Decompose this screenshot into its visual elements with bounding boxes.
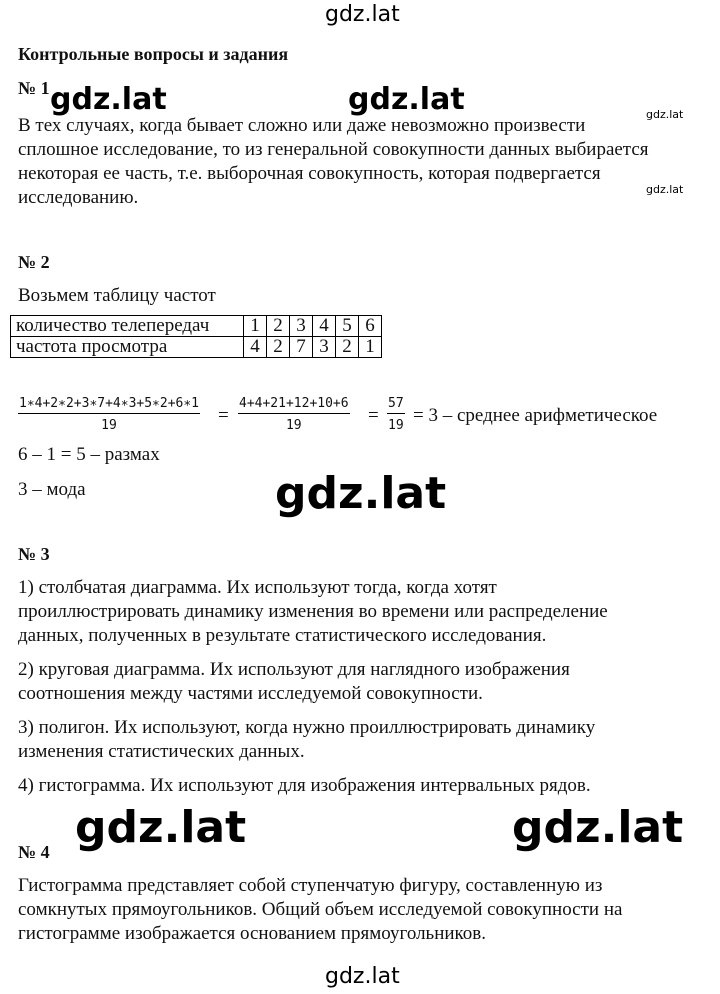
q4-line-1: Гистограмма представляет собой ступенчатую фигуру, составленную из [18,875,603,896]
question-2-label: № 2 [18,252,50,272]
q4-line-2: сомкнутых прямоугольников. Общий объем исследуемой совокупности на [18,899,623,920]
table-cell: 4 [244,337,267,358]
fraction-3-denominator: 19 [388,418,404,433]
q1-line-4: исследованию. [18,187,139,208]
table-cell: 6 [359,316,382,337]
table-cell: 4 [313,316,336,337]
q3-item-2-line-2: соотношения между частями исследуемой совокупности. [18,683,483,704]
watermark-small-2: gdz.lat [646,183,684,196]
q4-line-3: гистограмме изображается основанием прямоугольников. [18,923,487,944]
table-cell: 3 [313,337,336,358]
q3-item-4-line-1: 4) гистограмма. Их используют для изображения интервальных рядов. [18,775,591,796]
watermark-top: gdz.lat [325,2,400,27]
q2-intro: Возьмем таблицу частот [18,285,216,306]
fraction-1-denominator: 19 [101,418,117,433]
watermark-small-1: gdz.lat [646,108,684,121]
fraction-2 [238,396,350,433]
watermark-1: gdz.lat [50,82,167,117]
q3-item-3-line-2: изменения статистических данных. [18,741,305,762]
q1-line-2: сплошное исследование, то из генеральной совокупности данных выбирается [18,139,649,160]
watermark-2: gdz.lat [348,82,465,117]
table-cell: 7 [290,337,313,358]
q2-mode: 3 – мода [18,479,86,500]
table-cell: 2 [336,337,359,358]
q1-line-3: некоторая ее часть, т.е. выборочная совокупность, которая подвергается [18,163,601,184]
q3-item-1-line-1: 1) столбчатая диаграмма. Их используют тогда, когда хотят [18,577,497,598]
q3-item-1-line-3: данных, полученных в результате статистического исследования. [18,625,547,646]
section-title: Контрольные вопросы и задания [18,44,289,64]
table-row [11,316,382,337]
question-1-label: № 1 [18,78,50,98]
fraction-2-denominator: 19 [285,418,302,433]
watermark-3: gdz.lat [275,468,447,519]
table-cell: 3 [290,316,313,337]
fraction-1-numerator: 1∗4+2∗2+3∗7+4∗3+5∗2+6∗1 [18,396,200,414]
table-cell: 2 [267,337,290,358]
frequency-table [10,315,382,358]
fraction-3 [387,396,405,433]
equals-sign-1: = [218,405,229,426]
table-cell: количество телепередач [11,316,244,337]
table-row [11,337,382,358]
q1-line-1: В тех случаях, когда бывает сложно или даже невозможно произвести [18,115,586,136]
table-cell: частота просмотра [11,337,244,358]
formula-result: = 3 – среднее арифметическое [413,405,658,426]
question-3-label: № 3 [18,544,50,564]
watermark-bottom: gdz.lat [325,964,400,989]
table-cell: 2 [267,316,290,337]
q3-item-2-line-1: 2) круговая диаграмма. Их используют для наглядного изображения [18,659,570,680]
question-4-label: № 4 [18,842,50,862]
table-cell: 1 [359,337,382,358]
fraction-1 [18,396,200,433]
fraction-3-numerator: 57 [387,396,405,414]
equals-sign-2: = [368,405,379,426]
table-cell: 1 [244,316,267,337]
q2-range: 6 – 1 = 5 – размах [18,444,160,465]
watermark-5: gdz.lat [512,802,684,853]
q3-item-1-line-2: проиллюстрировать динамику изменения во времени или распределение [18,601,608,622]
q3-item-3-line-1: 3) полигон. Их используют, когда нужно проиллюстрировать динамику [18,717,596,738]
table-cell: 5 [336,316,359,337]
fraction-2-numerator: 4+4+21+12+10+6 [238,396,350,414]
watermark-4: gdz.lat [75,802,247,853]
